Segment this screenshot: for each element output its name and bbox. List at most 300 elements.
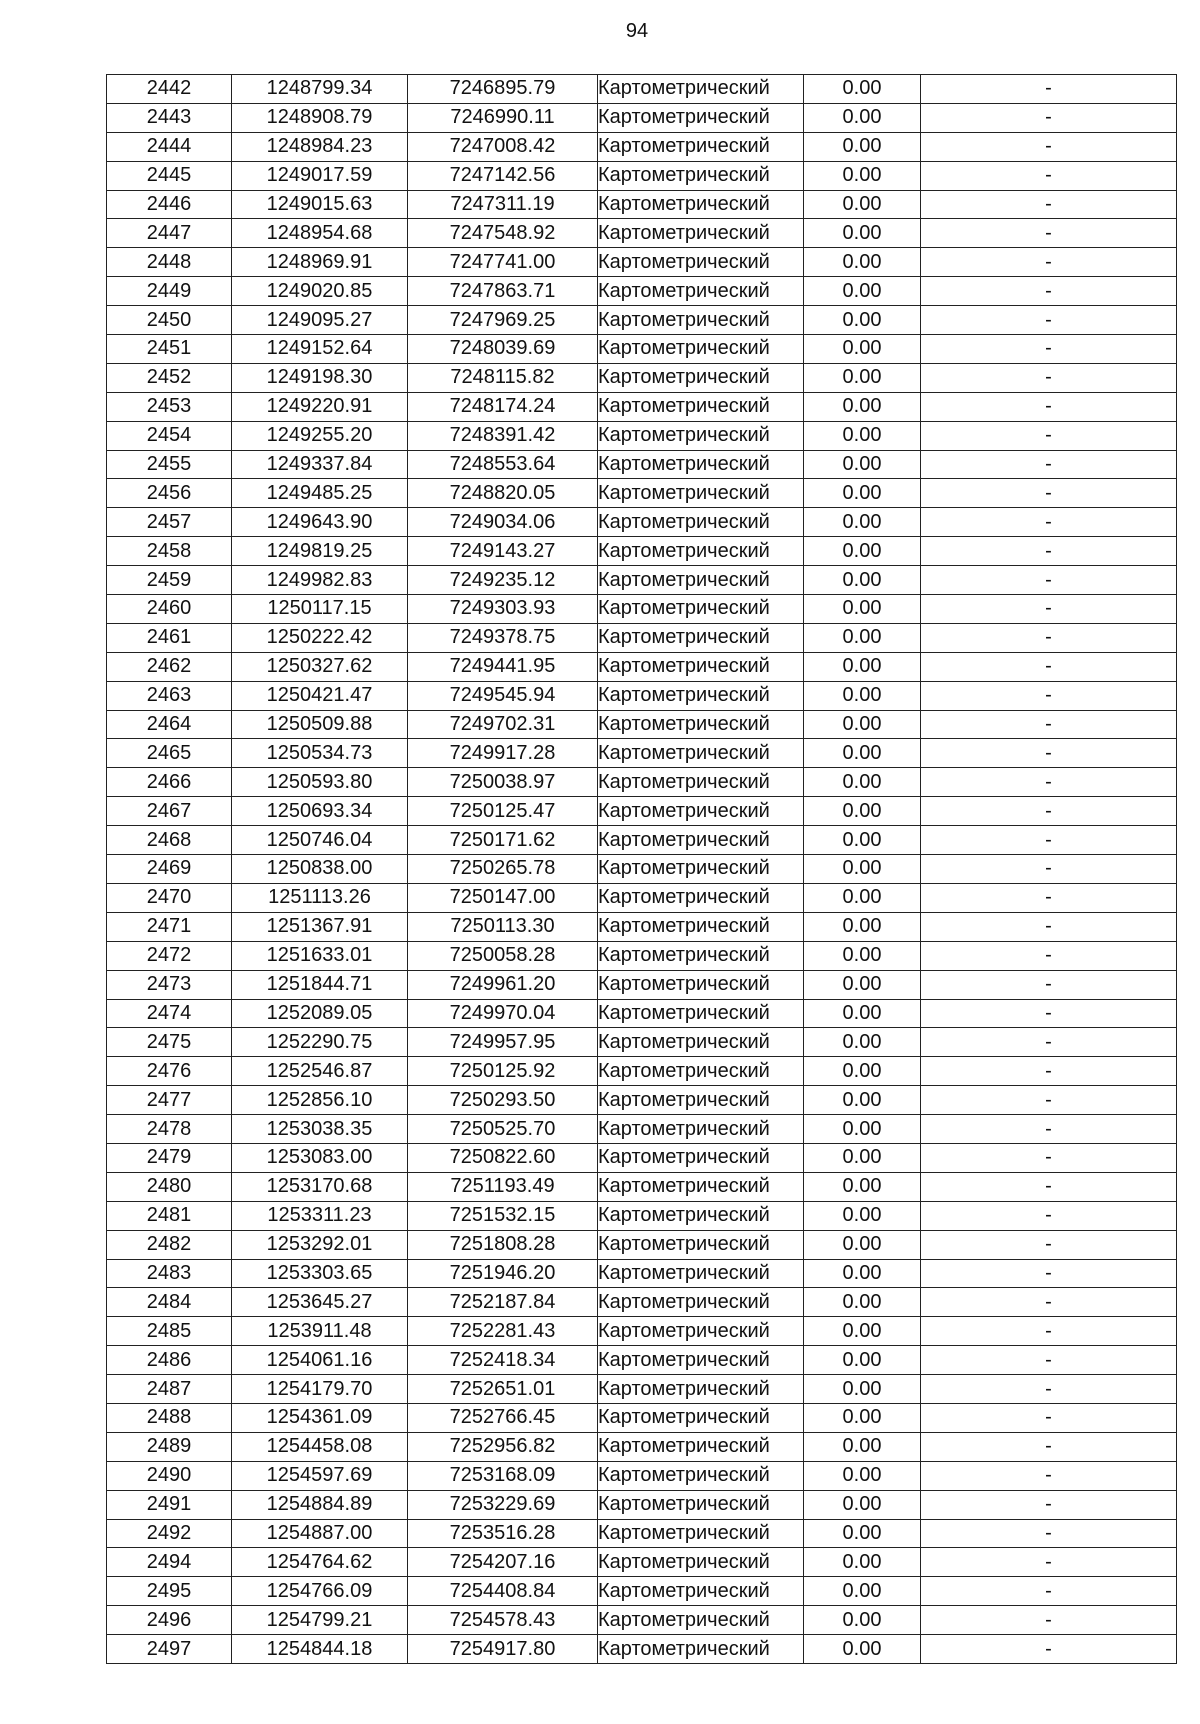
y-coordinate-cell: 7249970.04 xyxy=(408,999,598,1028)
point-number-cell: 2452 xyxy=(107,363,232,392)
method-cell: Картометрический xyxy=(598,161,804,190)
x-coordinate-cell: 1249017.59 xyxy=(232,161,408,190)
point-number-cell: 2471 xyxy=(107,912,232,941)
y-coordinate-cell: 7249957.95 xyxy=(408,1028,598,1057)
x-coordinate-cell: 1249982.83 xyxy=(232,566,408,595)
method-cell: Картометрический xyxy=(598,681,804,710)
point-number-cell: 2472 xyxy=(107,941,232,970)
description-cell: - xyxy=(921,421,1177,450)
x-coordinate-cell: 1253911.48 xyxy=(232,1317,408,1346)
method-cell: Картометрический xyxy=(598,1432,804,1461)
table-row xyxy=(107,75,1177,104)
table-row xyxy=(107,103,1177,132)
point-number-cell: 2453 xyxy=(107,392,232,421)
table-row xyxy=(107,1115,1177,1144)
x-coordinate-cell: 1249198.30 xyxy=(232,363,408,392)
description-cell: - xyxy=(921,970,1177,999)
description-cell: - xyxy=(921,1201,1177,1230)
method-cell: Картометрический xyxy=(598,1115,804,1144)
x-coordinate-cell: 1254179.70 xyxy=(232,1375,408,1404)
coordinates-table-body xyxy=(107,75,1177,1664)
x-coordinate-cell: 1253292.01 xyxy=(232,1230,408,1259)
method-cell: Картометрический xyxy=(598,1288,804,1317)
accuracy-cell: 0.00 xyxy=(804,1259,921,1288)
accuracy-cell: 0.00 xyxy=(804,132,921,161)
method-cell: Картометрический xyxy=(598,1519,804,1548)
x-coordinate-cell: 1249643.90 xyxy=(232,508,408,537)
y-coordinate-cell: 7253229.69 xyxy=(408,1490,598,1519)
description-cell: - xyxy=(921,1461,1177,1490)
y-coordinate-cell: 7246990.11 xyxy=(408,103,598,132)
y-coordinate-cell: 7250293.50 xyxy=(408,1086,598,1115)
y-coordinate-cell: 7247969.25 xyxy=(408,306,598,335)
method-cell: Картометрический xyxy=(598,75,804,104)
table-row xyxy=(107,306,1177,335)
x-coordinate-cell: 1250534.73 xyxy=(232,739,408,768)
method-cell: Картометрический xyxy=(598,970,804,999)
description-cell: - xyxy=(921,1346,1177,1375)
point-number-cell: 2469 xyxy=(107,855,232,884)
description-cell: - xyxy=(921,392,1177,421)
method-cell: Картометрический xyxy=(598,306,804,335)
point-number-cell: 2481 xyxy=(107,1201,232,1230)
accuracy-cell: 0.00 xyxy=(804,1086,921,1115)
description-cell: - xyxy=(921,1577,1177,1606)
x-coordinate-cell: 1253311.23 xyxy=(232,1201,408,1230)
y-coordinate-cell: 7247863.71 xyxy=(408,277,598,306)
x-coordinate-cell: 1252546.87 xyxy=(232,1057,408,1086)
description-cell: - xyxy=(921,883,1177,912)
table-row xyxy=(107,161,1177,190)
description-cell: - xyxy=(921,999,1177,1028)
description-cell: - xyxy=(921,1490,1177,1519)
table-row xyxy=(107,537,1177,566)
accuracy-cell: 0.00 xyxy=(804,1317,921,1346)
point-number-cell: 2457 xyxy=(107,508,232,537)
point-number-cell: 2497 xyxy=(107,1635,232,1664)
table-row xyxy=(107,739,1177,768)
y-coordinate-cell: 7248553.64 xyxy=(408,450,598,479)
description-cell: - xyxy=(921,941,1177,970)
x-coordinate-cell: 1249819.25 xyxy=(232,537,408,566)
x-coordinate-cell: 1254597.69 xyxy=(232,1461,408,1490)
y-coordinate-cell: 7248115.82 xyxy=(408,363,598,392)
y-coordinate-cell: 7249961.20 xyxy=(408,970,598,999)
accuracy-cell: 0.00 xyxy=(804,1606,921,1635)
description-cell: - xyxy=(921,1635,1177,1664)
table-row xyxy=(107,1346,1177,1375)
point-number-cell: 2463 xyxy=(107,681,232,710)
table-row xyxy=(107,1230,1177,1259)
y-coordinate-cell: 7254408.84 xyxy=(408,1577,598,1606)
y-coordinate-cell: 7249235.12 xyxy=(408,566,598,595)
x-coordinate-cell: 1248954.68 xyxy=(232,219,408,248)
method-cell: Картометрический xyxy=(598,912,804,941)
x-coordinate-cell: 1254884.89 xyxy=(232,1490,408,1519)
method-cell: Картометрический xyxy=(598,1606,804,1635)
table-row xyxy=(107,623,1177,652)
method-cell: Картометрический xyxy=(598,1317,804,1346)
accuracy-cell: 0.00 xyxy=(804,335,921,364)
description-cell: - xyxy=(921,277,1177,306)
table-row xyxy=(107,277,1177,306)
x-coordinate-cell: 1254766.09 xyxy=(232,1577,408,1606)
method-cell: Картометрический xyxy=(598,1461,804,1490)
point-number-cell: 2460 xyxy=(107,595,232,624)
accuracy-cell: 0.00 xyxy=(804,1172,921,1201)
method-cell: Картометрический xyxy=(598,623,804,652)
y-coordinate-cell: 7247741.00 xyxy=(408,248,598,277)
y-coordinate-cell: 7252766.45 xyxy=(408,1403,598,1432)
x-coordinate-cell: 1254764.62 xyxy=(232,1548,408,1577)
y-coordinate-cell: 7250125.92 xyxy=(408,1057,598,1086)
accuracy-cell: 0.00 xyxy=(804,219,921,248)
x-coordinate-cell: 1252089.05 xyxy=(232,999,408,1028)
method-cell: Картометрический xyxy=(598,1172,804,1201)
table-row xyxy=(107,1606,1177,1635)
description-cell: - xyxy=(921,623,1177,652)
table-row xyxy=(107,566,1177,595)
point-number-cell: 2468 xyxy=(107,826,232,855)
method-cell: Картометрический xyxy=(598,1230,804,1259)
x-coordinate-cell: 1250222.42 xyxy=(232,623,408,652)
y-coordinate-cell: 7248174.24 xyxy=(408,392,598,421)
x-coordinate-cell: 1248969.91 xyxy=(232,248,408,277)
table-row xyxy=(107,681,1177,710)
method-cell: Картометрический xyxy=(598,855,804,884)
accuracy-cell: 0.00 xyxy=(804,999,921,1028)
accuracy-cell: 0.00 xyxy=(804,1143,921,1172)
description-cell: - xyxy=(921,855,1177,884)
point-number-cell: 2467 xyxy=(107,797,232,826)
accuracy-cell: 0.00 xyxy=(804,739,921,768)
method-cell: Картометрический xyxy=(598,566,804,595)
description-cell: - xyxy=(921,1403,1177,1432)
accuracy-cell: 0.00 xyxy=(804,855,921,884)
point-number-cell: 2491 xyxy=(107,1490,232,1519)
point-number-cell: 2490 xyxy=(107,1461,232,1490)
y-coordinate-cell: 7251946.20 xyxy=(408,1259,598,1288)
point-number-cell: 2450 xyxy=(107,306,232,335)
x-coordinate-cell: 1254361.09 xyxy=(232,1403,408,1432)
method-cell: Картометрический xyxy=(598,797,804,826)
description-cell: - xyxy=(921,190,1177,219)
accuracy-cell: 0.00 xyxy=(804,566,921,595)
description-cell: - xyxy=(921,1028,1177,1057)
y-coordinate-cell: 7250822.60 xyxy=(408,1143,598,1172)
description-cell: - xyxy=(921,1606,1177,1635)
point-number-cell: 2486 xyxy=(107,1346,232,1375)
y-coordinate-cell: 7250058.28 xyxy=(408,941,598,970)
x-coordinate-cell: 1249485.25 xyxy=(232,479,408,508)
point-number-cell: 2446 xyxy=(107,190,232,219)
description-cell: - xyxy=(921,537,1177,566)
accuracy-cell: 0.00 xyxy=(804,623,921,652)
table-row xyxy=(107,999,1177,1028)
description-cell: - xyxy=(921,219,1177,248)
point-number-cell: 2462 xyxy=(107,652,232,681)
description-cell: - xyxy=(921,103,1177,132)
x-coordinate-cell: 1253170.68 xyxy=(232,1172,408,1201)
point-number-cell: 2474 xyxy=(107,999,232,1028)
table-row xyxy=(107,1288,1177,1317)
y-coordinate-cell: 7250147.00 xyxy=(408,883,598,912)
table-row xyxy=(107,132,1177,161)
x-coordinate-cell: 1253645.27 xyxy=(232,1288,408,1317)
description-cell: - xyxy=(921,1115,1177,1144)
method-cell: Картометрический xyxy=(598,421,804,450)
method-cell: Картометрический xyxy=(598,1057,804,1086)
y-coordinate-cell: 7249303.93 xyxy=(408,595,598,624)
accuracy-cell: 0.00 xyxy=(804,1057,921,1086)
y-coordinate-cell: 7249545.94 xyxy=(408,681,598,710)
y-coordinate-cell: 7247311.19 xyxy=(408,190,598,219)
description-cell: - xyxy=(921,1548,1177,1577)
table-row xyxy=(107,1172,1177,1201)
y-coordinate-cell: 7248391.42 xyxy=(408,421,598,450)
description-cell: - xyxy=(921,161,1177,190)
x-coordinate-cell: 1250421.47 xyxy=(232,681,408,710)
page-number: 94 xyxy=(625,20,649,42)
accuracy-cell: 0.00 xyxy=(804,1519,921,1548)
description-cell: - xyxy=(921,1432,1177,1461)
accuracy-cell: 0.00 xyxy=(804,363,921,392)
point-number-cell: 2482 xyxy=(107,1230,232,1259)
point-number-cell: 2442 xyxy=(107,75,232,104)
x-coordinate-cell: 1249152.64 xyxy=(232,335,408,364)
point-number-cell: 2496 xyxy=(107,1606,232,1635)
method-cell: Картометрический xyxy=(598,392,804,421)
method-cell: Картометрический xyxy=(598,999,804,1028)
y-coordinate-cell: 7249441.95 xyxy=(408,652,598,681)
table-row xyxy=(107,1086,1177,1115)
y-coordinate-cell: 7250171.62 xyxy=(408,826,598,855)
table-row xyxy=(107,652,1177,681)
accuracy-cell: 0.00 xyxy=(804,1548,921,1577)
point-number-cell: 2443 xyxy=(107,103,232,132)
method-cell: Картометрический xyxy=(598,595,804,624)
x-coordinate-cell: 1251844.71 xyxy=(232,970,408,999)
accuracy-cell: 0.00 xyxy=(804,508,921,537)
point-number-cell: 2492 xyxy=(107,1519,232,1548)
table-row xyxy=(107,970,1177,999)
method-cell: Картометрический xyxy=(598,479,804,508)
description-cell: - xyxy=(921,797,1177,826)
method-cell: Картометрический xyxy=(598,1635,804,1664)
method-cell: Картометрический xyxy=(598,652,804,681)
x-coordinate-cell: 1250693.34 xyxy=(232,797,408,826)
x-coordinate-cell: 1254887.00 xyxy=(232,1519,408,1548)
method-cell: Картометрический xyxy=(598,883,804,912)
method-cell: Картометрический xyxy=(598,1375,804,1404)
accuracy-cell: 0.00 xyxy=(804,941,921,970)
table-row xyxy=(107,479,1177,508)
description-cell: - xyxy=(921,363,1177,392)
y-coordinate-cell: 7253168.09 xyxy=(408,1461,598,1490)
accuracy-cell: 0.00 xyxy=(804,1115,921,1144)
accuracy-cell: 0.00 xyxy=(804,392,921,421)
accuracy-cell: 0.00 xyxy=(804,1346,921,1375)
point-number-cell: 2448 xyxy=(107,248,232,277)
table-row xyxy=(107,1490,1177,1519)
accuracy-cell: 0.00 xyxy=(804,883,921,912)
method-cell: Картометрический xyxy=(598,1403,804,1432)
method-cell: Картометрический xyxy=(598,1259,804,1288)
description-cell: - xyxy=(921,248,1177,277)
point-number-cell: 2495 xyxy=(107,1577,232,1606)
y-coordinate-cell: 7247008.42 xyxy=(408,132,598,161)
point-number-cell: 2459 xyxy=(107,566,232,595)
table-row xyxy=(107,1577,1177,1606)
x-coordinate-cell: 1254844.18 xyxy=(232,1635,408,1664)
table-row xyxy=(107,363,1177,392)
x-coordinate-cell: 1249015.63 xyxy=(232,190,408,219)
point-number-cell: 2461 xyxy=(107,623,232,652)
table-row xyxy=(107,1461,1177,1490)
point-number-cell: 2455 xyxy=(107,450,232,479)
description-cell: - xyxy=(921,479,1177,508)
accuracy-cell: 0.00 xyxy=(804,277,921,306)
point-number-cell: 2494 xyxy=(107,1548,232,1577)
point-number-cell: 2464 xyxy=(107,710,232,739)
method-cell: Картометрический xyxy=(598,103,804,132)
accuracy-cell: 0.00 xyxy=(804,912,921,941)
description-cell: - xyxy=(921,1086,1177,1115)
y-coordinate-cell: 7249034.06 xyxy=(408,508,598,537)
description-cell: - xyxy=(921,132,1177,161)
method-cell: Картометрический xyxy=(598,508,804,537)
accuracy-cell: 0.00 xyxy=(804,797,921,826)
accuracy-cell: 0.00 xyxy=(804,1288,921,1317)
description-cell: - xyxy=(921,1288,1177,1317)
point-number-cell: 2485 xyxy=(107,1317,232,1346)
table-row xyxy=(107,826,1177,855)
point-number-cell: 2445 xyxy=(107,161,232,190)
accuracy-cell: 0.00 xyxy=(804,421,921,450)
description-cell: - xyxy=(921,681,1177,710)
x-coordinate-cell: 1252290.75 xyxy=(232,1028,408,1057)
y-coordinate-cell: 7252651.01 xyxy=(408,1375,598,1404)
x-coordinate-cell: 1248908.79 xyxy=(232,103,408,132)
table-row xyxy=(107,450,1177,479)
x-coordinate-cell: 1254061.16 xyxy=(232,1346,408,1375)
point-number-cell: 2475 xyxy=(107,1028,232,1057)
accuracy-cell: 0.00 xyxy=(804,190,921,219)
x-coordinate-cell: 1251367.91 xyxy=(232,912,408,941)
method-cell: Картометрический xyxy=(598,363,804,392)
table-row xyxy=(107,1375,1177,1404)
table-row xyxy=(107,1432,1177,1461)
accuracy-cell: 0.00 xyxy=(804,248,921,277)
table-row xyxy=(107,335,1177,364)
description-cell: - xyxy=(921,826,1177,855)
description-cell: - xyxy=(921,595,1177,624)
method-cell: Картометрический xyxy=(598,1201,804,1230)
accuracy-cell: 0.00 xyxy=(804,75,921,104)
y-coordinate-cell: 7248820.05 xyxy=(408,479,598,508)
accuracy-cell: 0.00 xyxy=(804,1490,921,1519)
accuracy-cell: 0.00 xyxy=(804,1577,921,1606)
x-coordinate-cell: 1254799.21 xyxy=(232,1606,408,1635)
y-coordinate-cell: 7251532.15 xyxy=(408,1201,598,1230)
point-number-cell: 2479 xyxy=(107,1143,232,1172)
accuracy-cell: 0.00 xyxy=(804,710,921,739)
point-number-cell: 2489 xyxy=(107,1432,232,1461)
y-coordinate-cell: 7252281.43 xyxy=(408,1317,598,1346)
method-cell: Картометрический xyxy=(598,132,804,161)
table-row xyxy=(107,1143,1177,1172)
x-coordinate-cell: 1248984.23 xyxy=(232,132,408,161)
x-coordinate-cell: 1249255.20 xyxy=(232,421,408,450)
point-number-cell: 2466 xyxy=(107,768,232,797)
description-cell: - xyxy=(921,75,1177,104)
y-coordinate-cell: 7247548.92 xyxy=(408,219,598,248)
description-cell: - xyxy=(921,508,1177,537)
x-coordinate-cell: 1250838.00 xyxy=(232,855,408,884)
description-cell: - xyxy=(921,739,1177,768)
y-coordinate-cell: 7247142.56 xyxy=(408,161,598,190)
accuracy-cell: 0.00 xyxy=(804,161,921,190)
method-cell: Картометрический xyxy=(598,826,804,855)
description-cell: - xyxy=(921,652,1177,681)
accuracy-cell: 0.00 xyxy=(804,306,921,335)
point-number-cell: 2484 xyxy=(107,1288,232,1317)
accuracy-cell: 0.00 xyxy=(804,1635,921,1664)
x-coordinate-cell: 1251633.01 xyxy=(232,941,408,970)
method-cell: Картометрический xyxy=(598,335,804,364)
table-row xyxy=(107,595,1177,624)
accuracy-cell: 0.00 xyxy=(804,970,921,999)
x-coordinate-cell: 1253038.35 xyxy=(232,1115,408,1144)
accuracy-cell: 0.00 xyxy=(804,1028,921,1057)
table-row xyxy=(107,1201,1177,1230)
x-coordinate-cell: 1250509.88 xyxy=(232,710,408,739)
accuracy-cell: 0.00 xyxy=(804,450,921,479)
method-cell: Картометрический xyxy=(598,1548,804,1577)
point-number-cell: 2451 xyxy=(107,335,232,364)
point-number-cell: 2473 xyxy=(107,970,232,999)
description-cell: - xyxy=(921,1143,1177,1172)
y-coordinate-cell: 7250265.78 xyxy=(408,855,598,884)
x-coordinate-cell: 1254458.08 xyxy=(232,1432,408,1461)
y-coordinate-cell: 7250038.97 xyxy=(408,768,598,797)
method-cell: Картометрический xyxy=(598,248,804,277)
method-cell: Картометрический xyxy=(598,1143,804,1172)
y-coordinate-cell: 7253516.28 xyxy=(408,1519,598,1548)
accuracy-cell: 0.00 xyxy=(804,1403,921,1432)
accuracy-cell: 0.00 xyxy=(804,1230,921,1259)
table-row xyxy=(107,248,1177,277)
point-number-cell: 2444 xyxy=(107,132,232,161)
method-cell: Картометрический xyxy=(598,768,804,797)
point-number-cell: 2458 xyxy=(107,537,232,566)
y-coordinate-cell: 7249702.31 xyxy=(408,710,598,739)
table-row xyxy=(107,1028,1177,1057)
table-row xyxy=(107,1317,1177,1346)
description-cell: - xyxy=(921,306,1177,335)
y-coordinate-cell: 7254207.16 xyxy=(408,1548,598,1577)
method-cell: Картометрический xyxy=(598,710,804,739)
description-cell: - xyxy=(921,1230,1177,1259)
accuracy-cell: 0.00 xyxy=(804,1461,921,1490)
point-number-cell: 2487 xyxy=(107,1375,232,1404)
description-cell: - xyxy=(921,1259,1177,1288)
method-cell: Картометрический xyxy=(598,941,804,970)
accuracy-cell: 0.00 xyxy=(804,681,921,710)
table-row xyxy=(107,1403,1177,1432)
point-number-cell: 2483 xyxy=(107,1259,232,1288)
table-row xyxy=(107,190,1177,219)
